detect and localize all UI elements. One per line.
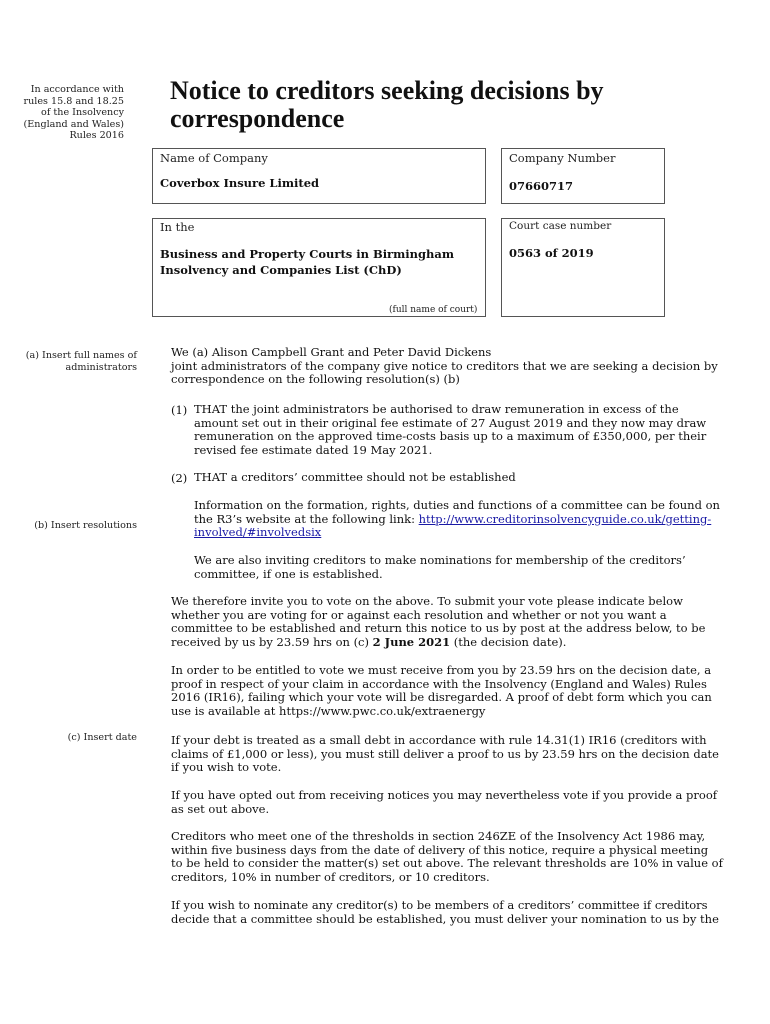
court-name-line1: Business and Property Courts in Birmingham	[160, 247, 455, 261]
intro-rest: joint administrators of the company give notice to creditors that we are seeking a decision by correspondence on the following resolution(s) (b)	[171, 358, 718, 387]
company-number-label: Company Number	[509, 151, 616, 165]
note-b: (b) Insert resolutions	[34, 520, 137, 531]
resolution-1-text: THAT the joint administrators be authorised to draw remuneration in excess of the amount set out in their original fee estimate of 27 August 2019 and they now may draw remuneration on the approved time-costs basis up to a maximum of £350,000, per their revised fee estimate dated 19 May 2021.	[194, 402, 707, 457]
page-title: Notice to creditors seeking decisions by correspondence	[170, 76, 604, 133]
r3-website-link[interactable]: http://www.creditorinsolvencyguide.co.uk/getting-involved/#involvedsix	[194, 511, 712, 540]
decision-date: 2 June 2021	[372, 634, 451, 649]
court-box	[152, 218, 486, 317]
company-name-value: Coverbox Insure Limited	[160, 176, 320, 190]
note-a: (a) Insert full names of administrators	[25, 350, 137, 373]
committee-info-text: Information on the formation, rights, duties and functions of a committee can be found on the R3’s website at the following link:	[194, 498, 720, 526]
note-c: (c) Insert date	[67, 732, 137, 743]
full-name-of-court-note: (full name of court)	[389, 305, 478, 315]
vote-text: We therefore invite you to vote on the above. To submit your vote please indicate below whether you are voting for or against each resolution and whether or not you want a committee to be established and return this notice to us by post at the address below, to be received by us by 23.59 hrs on (c)	[171, 594, 706, 649]
vote-end: (the decision date).	[453, 634, 567, 649]
court-name-line2: Insolvency and Companies List (ChD)	[160, 263, 402, 277]
company-number-box	[501, 148, 665, 204]
intro-line1: We (a) Alison Campbell Grant and Peter David Dickens	[171, 345, 492, 359]
small-debt-paragraph: If your debt is treated as a small debt in accordance with rule 14.31(1) IR16 (creditors with claims of £1,000 or less), you must still deliver a proof to us by 23.59 hrs on the decision date if you wish to vote.	[171, 733, 719, 775]
vote-paragraph	[171, 595, 723, 649]
company-name-label: Name of Company	[160, 151, 268, 165]
case-number-value: 0563 of 2019	[509, 246, 594, 260]
resolution-1-number: (1)	[171, 403, 188, 417]
rules-side-note: In accordance with rules 15.8 and 18.25 of the Insolvency (England and Wales) Rules 2016	[23, 84, 124, 141]
resolution-2-number: (2)	[171, 471, 188, 485]
intro-paragraph	[171, 346, 723, 387]
resolution-2-text: THAT a creditors’ committee should not be established	[194, 470, 516, 484]
opted-out-paragraph: If you have opted out from receiving notices you may nevertheless vote if you provide a proof as set out above.	[171, 788, 718, 816]
committee-info-paragraph	[194, 499, 722, 540]
company-number-value: 07660717	[509, 179, 574, 193]
nominate-paragraph: If you wish to nominate any creditor(s) to be members of a creditors’ committee if creditors decide that a committee should be established, you must deliver your nomination to us by the	[171, 898, 719, 926]
court-in-label: In the	[160, 220, 195, 234]
case-number-label: Court case number	[509, 220, 612, 232]
case-number-box	[501, 218, 665, 317]
company-name-box	[152, 148, 486, 204]
nominations-paragraph: We are also inviting creditors to make nominations for membership of the creditors’ committee, if one is established.	[194, 553, 686, 581]
entitlement-paragraph: In order to be entitled to vote we must receive from you by 23.59 hrs on the decision date, a proof in respect of your claim in accordance with the Insolvency (England and Wales) Rules 2016 (IR16), failing which your vote will be disregarded. A proof of debt form which you can use is available at https://www.pwc.co.uk/extraenergy	[171, 663, 712, 718]
thresholds-paragraph: Creditors who meet one of the thresholds in section 246ZE of the Insolvency Act 1986 may, within five business days from the date of delivery of this notice, require a physical meeting to be held to consider the matter(s) set out above. The relevant thresholds are 10% in value of creditors, 10% in number of creditors, or 10 creditors.	[171, 829, 723, 884]
